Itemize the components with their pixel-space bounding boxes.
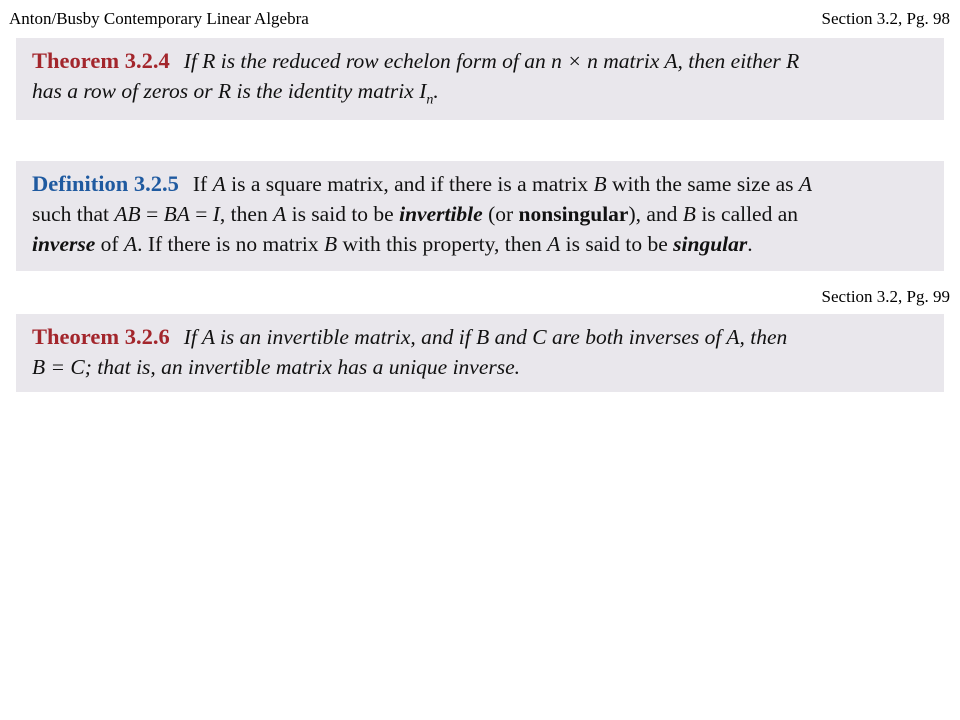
definition-3-2-5-line2 bbox=[32, 199, 928, 229]
def-text: = bbox=[140, 202, 164, 226]
def-text: is called an bbox=[695, 202, 799, 226]
def-symbol: A bbox=[547, 232, 561, 256]
def-text: with this property, then bbox=[337, 232, 548, 256]
identity-subscript: n bbox=[426, 92, 434, 108]
def-text: If bbox=[192, 172, 213, 196]
theorem-3-2-4-line1 bbox=[32, 46, 928, 76]
def-symbol: B bbox=[593, 172, 607, 196]
definition-3-2-5-line1 bbox=[32, 169, 928, 199]
def-text: , then bbox=[219, 202, 274, 226]
theorem-3-2-6-line2: B = C; that is, an invertible matrix has a unique inverse. bbox=[32, 355, 521, 379]
def-symbol: A bbox=[123, 232, 138, 256]
def-text: . bbox=[747, 232, 753, 256]
def-text: . If there is no matrix bbox=[137, 232, 324, 256]
definition-3-2-5-box bbox=[16, 161, 944, 271]
book-title: Anton/Busby Contemporary Linear Algebra bbox=[9, 9, 309, 28]
theorem-3-2-4-label: Theorem 3.2.4 bbox=[32, 48, 170, 73]
theorem-3-2-4-period: . bbox=[433, 79, 439, 103]
definition-3-2-5-label: Definition 3.2.5 bbox=[32, 171, 179, 196]
def-text: with the same size as bbox=[606, 172, 799, 196]
theorem-3-2-4-box bbox=[16, 38, 944, 120]
def-text: of bbox=[95, 232, 124, 256]
def-text: = bbox=[189, 202, 213, 226]
def-symbol: I bbox=[212, 202, 220, 226]
def-text: is a square matrix, and if there is a matrix bbox=[225, 172, 594, 196]
section-ref-pg99: Section 3.2, Pg. 99 bbox=[821, 287, 950, 306]
theorem-3-2-6-box bbox=[16, 314, 944, 392]
term-nonsingular: nonsingular bbox=[518, 202, 629, 226]
def-text: is said to be bbox=[286, 202, 400, 226]
def-text: such that bbox=[32, 202, 115, 226]
def-text: is said to be bbox=[560, 232, 674, 256]
term-singular: singular bbox=[673, 232, 748, 256]
def-symbol: A bbox=[212, 172, 226, 196]
theorem-3-2-6-label: Theorem 3.2.6 bbox=[32, 324, 170, 349]
section-ref-pg98: Section 3.2, Pg. 98 bbox=[821, 9, 950, 28]
def-text: (or bbox=[482, 202, 519, 226]
theorem-3-2-4-text1: If R is the reduced row echelon form of an n × n matrix A, then either R bbox=[183, 49, 800, 73]
definition-3-2-5-line3 bbox=[32, 229, 928, 259]
theorem-3-2-4-line2 bbox=[32, 76, 928, 106]
def-symbol: AB bbox=[114, 202, 141, 226]
theorem-3-2-6-line1 bbox=[32, 322, 928, 352]
term-inverse: inverse bbox=[32, 232, 96, 256]
term-invertible: invertible bbox=[399, 202, 483, 226]
def-text: ), and bbox=[628, 202, 683, 226]
def-symbol: A bbox=[798, 172, 813, 196]
theorem-3-2-6-text1: If A is an invertible matrix, and if B and C are both inverses of A, then bbox=[183, 325, 788, 349]
def-symbol: B bbox=[324, 232, 338, 256]
def-symbol: A bbox=[273, 202, 287, 226]
def-symbol: BA bbox=[163, 202, 190, 226]
def-symbol: B bbox=[682, 202, 696, 226]
theorem-3-2-4-text2: has a row of zeros or R is the identity matrix I bbox=[32, 79, 427, 103]
